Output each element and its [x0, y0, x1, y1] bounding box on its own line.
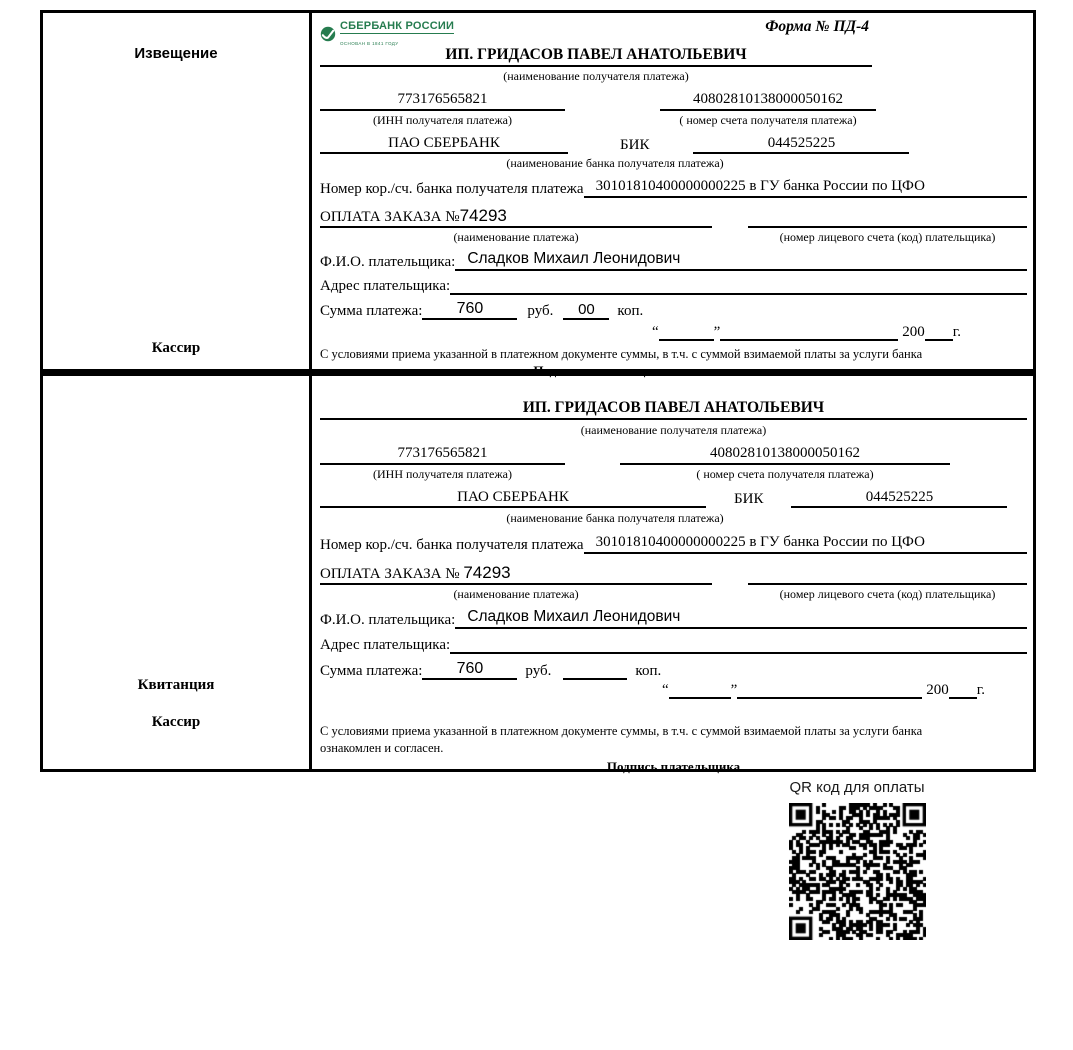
pd4-form — [40, 10, 1036, 772]
personal-account-hint-receipt: (номер лицевого счета (код) плательщика) — [779, 586, 996, 601]
account-hint-receipt: ( номер счета получателя платежа) — [696, 466, 874, 481]
rub-label-receipt: руб. — [525, 663, 552, 680]
payer-name-value: Сладков Михаил Леонидович — [455, 250, 1027, 271]
section-title-receipt: Квитанция — [137, 677, 215, 693]
notice-content — [312, 13, 1033, 378]
bik-label: БИК — [620, 137, 650, 154]
payer-fio-label: Ф.И.О. плательщика: — [320, 254, 456, 271]
corr-account-label-receipt: Номер кор./сч. банка получателя платежа — [320, 536, 584, 553]
year-prefix: 200 — [902, 324, 925, 341]
recipient-name: ИП. ГРИДАСОВ ПАВЕЛ АНАТОЛЬЕВИЧ — [320, 46, 872, 67]
section-title-notice: Извещение — [134, 45, 218, 62]
account-value: 40802810138000050162 — [660, 91, 876, 111]
recipient-hint-receipt: (наименование получателя платежа) — [580, 423, 767, 437]
agreement-line2-receipt: ознакомлен и согласен. — [320, 740, 444, 755]
agreement-line1: С условиями приема указанной в платежном документе суммы, в т.ч. с суммой взимаемой платы за услуги банка — [320, 347, 923, 362]
qr-label: QR код для оплаты — [789, 779, 925, 796]
year-line-receipt — [949, 682, 977, 699]
close-quote: ” — [713, 324, 721, 341]
cashier-label: Кассир — [151, 340, 201, 356]
qr-payment-block — [747, 779, 967, 940]
payer-name-value-receipt: Сладков Михаил Леонидович — [455, 608, 1027, 629]
recipient-hint: (наименование получателя платежа) — [503, 69, 689, 83]
inn-value-receipt: 773176565821 — [320, 445, 565, 465]
year-suffix: г. — [952, 324, 961, 341]
inn-hint-receipt: (ИНН получателя платежа) — [373, 466, 512, 481]
purpose-prefix-receipt: ОПЛАТА ЗАКАЗА № — [320, 565, 460, 582]
sberbank-logo — [320, 18, 454, 49]
payer-address-label-receipt: Адрес плательщика: — [320, 637, 451, 654]
payment-purpose — [320, 206, 712, 228]
notice-section — [40, 10, 1036, 378]
open-quote-receipt: “ — [661, 682, 669, 699]
payer-address-label: Адрес плательщика: — [320, 278, 451, 295]
amount-value-receipt: 760 — [422, 660, 517, 680]
payer-signature-label-receipt: Подпись плательщика — [606, 758, 741, 774]
cashier-label-receipt: Кассир — [151, 714, 201, 730]
inn-value: 773176565821 — [320, 91, 565, 111]
payer-address-line — [450, 277, 1027, 295]
kopecks-value: 00 — [563, 301, 609, 320]
kop-label-receipt: коп. — [635, 663, 662, 680]
payer-fio-label-receipt: Ф.И.О. плательщика: — [320, 612, 456, 629]
payer-signature-label: Подпись плательщика — [533, 362, 667, 378]
receipt-left-column — [43, 376, 312, 769]
rub-label: руб. — [527, 303, 554, 320]
year-suffix-receipt: г. — [976, 682, 985, 699]
order-number: 74293 — [459, 205, 507, 225]
bank-name-value: ПАО СБЕРБАНК — [320, 135, 568, 154]
account-hint: ( номер счета получателя платежа) — [679, 112, 857, 127]
purpose-hint: (наименование платежа) — [453, 229, 579, 244]
agreement-line1-receipt: С условиями приема указанной в платежном документе суммы, в т.ч. с суммой взимаемой платы за услуги банка — [320, 724, 923, 739]
account-value-receipt: 40802810138000050162 — [620, 445, 950, 465]
personal-account-line-receipt — [748, 567, 1027, 585]
open-quote: “ — [651, 324, 659, 341]
receipt-section — [40, 372, 1036, 772]
receipt-content — [312, 376, 1033, 774]
corr-account-value: 30101810400000000225 в ГУ банка России по ЦФО — [584, 178, 1027, 198]
year-line — [925, 324, 953, 341]
order-number-receipt: 74293 — [463, 562, 511, 582]
day-line — [659, 324, 714, 341]
personal-account-line — [748, 210, 1027, 228]
agreement-line2: ознакомлен и согласен. — [320, 363, 444, 378]
purpose-prefix: ОПЛАТА ЗАКАЗА № — [320, 208, 460, 225]
personal-account-hint: (номер лицевого счета (код) плательщика) — [779, 229, 996, 244]
payment-purpose-receipt — [320, 563, 712, 585]
bank-hint: (наименование банка получателя платежа) — [506, 156, 724, 171]
month-line-receipt — [737, 682, 922, 699]
kopecks-value-receipt — [563, 663, 627, 680]
recipient-name-receipt: ИП. ГРИДАСОВ ПАВЕЛ АНАТОЛЬЕВИЧ — [320, 399, 1027, 420]
purpose-hint-receipt: (наименование платежа) — [453, 586, 579, 601]
sberbank-logo-text: СБЕРБАНК РОССИИ — [340, 20, 455, 32]
form-code: Форма № ПД-4 — [765, 18, 869, 35]
amount-label: Сумма платежа: — [320, 303, 423, 320]
inn-hint: (ИНН получателя платежа) — [373, 112, 512, 127]
year-prefix-receipt: 200 — [926, 682, 949, 699]
corr-account-label: Номер кор./сч. банка получателя платежа — [320, 180, 584, 197]
corr-account-value-receipt: 30101810400000000225 в ГУ банка России по ЦФО — [584, 534, 1027, 554]
bank-hint-receipt: (наименование банка получателя платежа) — [506, 511, 724, 526]
close-quote-receipt: ” — [730, 682, 738, 699]
bik-label-receipt: БИК — [734, 491, 764, 508]
amount-value: 760 — [422, 300, 517, 320]
kop-label: коп. — [617, 303, 644, 320]
day-line-receipt — [669, 682, 731, 699]
bik-value: 044525225 — [693, 135, 909, 154]
month-line — [720, 324, 898, 341]
bik-value-receipt: 044525225 — [791, 489, 1007, 508]
qr-code — [789, 803, 926, 940]
sberbank-logo-icon — [320, 26, 336, 42]
amount-label-receipt: Сумма платежа: — [320, 663, 423, 680]
sberbank-logo-tagline: ОСНОВАН В 1841 ГОДУ — [340, 41, 399, 46]
notice-left-column — [43, 13, 312, 369]
bank-name-value-receipt: ПАО СБЕРБАНК — [320, 489, 706, 508]
payer-address-line-receipt — [450, 636, 1027, 654]
